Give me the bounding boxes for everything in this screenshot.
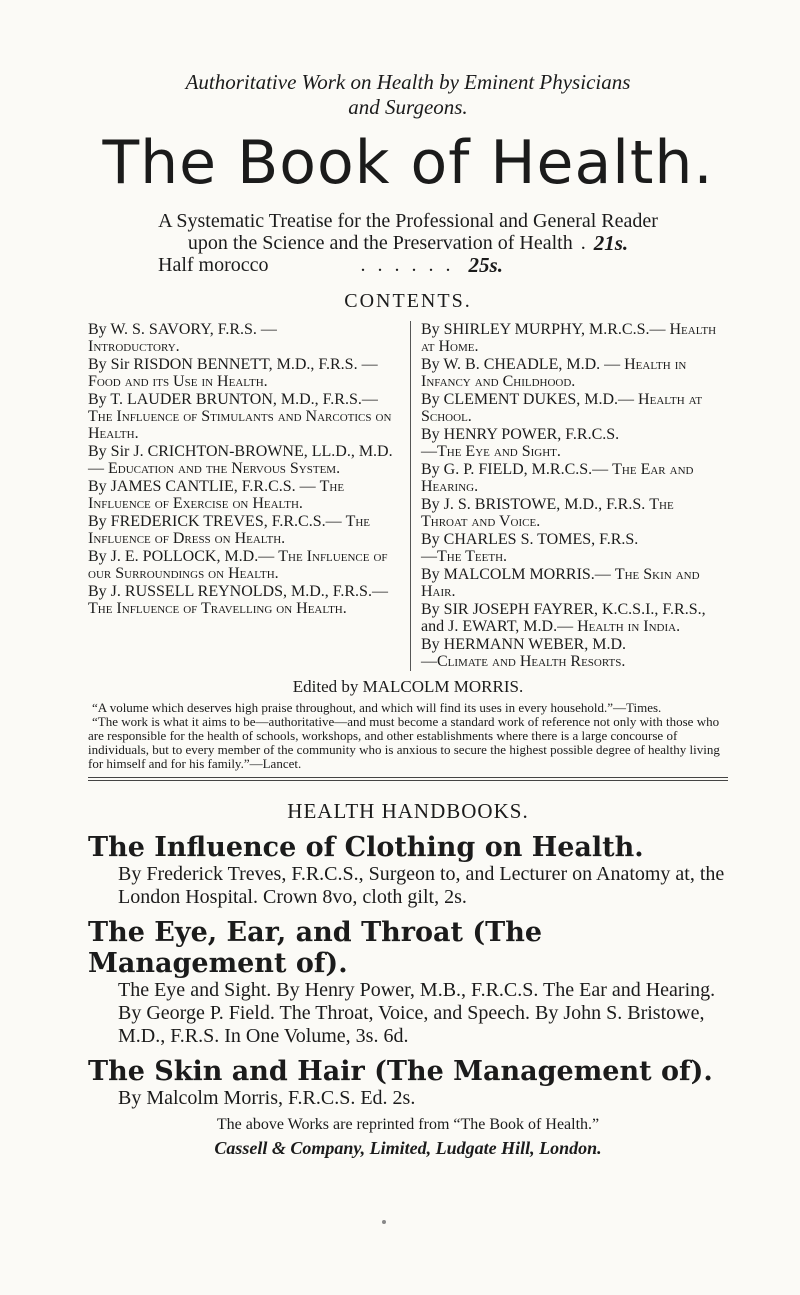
handbook-title: The Influence of Clothing on Health. (88, 832, 644, 863)
contents-entry: By W. B. CHEADLE, M.D. — Health in Infancy and Childhood. (421, 356, 687, 390)
contents-entry: By T. LAUDER BRUNTON, M.D., F.R.S.— The Influence of Stimulants and Narcotics on Health. (88, 391, 392, 442)
book-description (88, 210, 728, 276)
handbook-title: The Eye, Ear, and Throat (The Management of). (88, 917, 543, 979)
book-title: The Book of Health. (102, 128, 714, 198)
handbook-item (88, 832, 728, 909)
contents-entry: By HERMANN WEBER, M.D. —Climate and Health Resorts. (421, 636, 627, 670)
handbook-item (88, 1056, 728, 1110)
contents-entry: By CHARLES S. TOMES, F.R.S. —The Teeth. (421, 531, 639, 565)
description-line-2: upon the Science and the Preservation of Health (187, 232, 573, 254)
price-cloth: 21s. (593, 231, 629, 255)
contents-entry: By J. S. BRISTOWE, M.D., F.R.S. The Throat and Voice. (421, 496, 674, 530)
contents-entry: By J. RUSSELL REYNOLDS, M.D., F.R.S.— The Influence of Travelling on Health. (88, 583, 388, 617)
quote-times: “A volume which deserves high praise throughout, and which will find its uses in every household.”—Times. (92, 700, 662, 715)
divider-rule (88, 777, 728, 778)
handbook-item (88, 917, 728, 1048)
contents-entry: By G. P. FIELD, M.R.C.S.— The Ear and Hearing. (421, 461, 694, 495)
contents-heading: CONTENTS. (344, 290, 472, 312)
tagline-line-2: and Surgeons. (348, 95, 468, 119)
contents-entry: By SHIRLEY MURPHY, M.R.C.S.— Health at Home. (421, 321, 717, 355)
handbook-body: By Malcolm Morris, F.R.C.S. Ed. 2s. (118, 1087, 416, 1109)
leader-dots: ...... (360, 254, 463, 276)
divider-rule (88, 780, 728, 781)
handbook-body: The Eye and Sight. By Henry Power, M.B., F.R.C.S. The Ear and Hearing. By George P. Field. The Throat, Voice, and Speech. By John S. Bristowe, M.D., F.R.S. In One Volume, 3s. 6d. (118, 979, 716, 1047)
half-morocco-label: Half morocco (158, 254, 269, 276)
contents-entry: By SIR JOSEPH FAYRER, K.C.S.I., F.R.S., and J. EWART, M.D.— Health in India. (421, 601, 706, 635)
contents-entry: By CLEMENT DUKES, M.D.— Health at School. (421, 391, 703, 425)
contents-entry: By JAMES CANTLIE, F.R.C.S. — The Influence of Exercise on Health. (88, 478, 345, 512)
publisher-imprint: Cassell & Company, Limited, Ludgate Hill, London. (214, 1138, 602, 1158)
contents-columns (88, 321, 728, 671)
price-half-morocco: 25s. (468, 253, 503, 277)
tagline-line-1: Authoritative Work on Health by Eminent Physicians (185, 70, 631, 94)
contents-right-column (411, 321, 721, 671)
contents-entry: By MALCOLM MORRIS.— The Skin and Hair. (421, 566, 700, 600)
contents-left-column (88, 321, 411, 671)
handbook-title: The Skin and Hair (The Management of). (88, 1056, 713, 1087)
contents-entry: By W. S. SAVORY, F.R.S. — Introductory. (88, 321, 277, 355)
contents-entry: By FREDERICK TREVES, F.R.C.S.— The Influence of Dress on Health. (88, 513, 371, 547)
edited-by: Edited by MALCOLM MORRIS. (292, 677, 524, 696)
tagline (88, 70, 728, 120)
print-speck (382, 1220, 386, 1224)
contents-entry: By Sir RISDON BENNETT, M.D., F.R.S. — Food and its Use in Health. (88, 356, 378, 390)
quote-lancet: “The work is what it aims to be—authoritative—and must become a standard work of reference not only with those who are responsible for the health of schools, workshops, and other establishments where there is a large concourse of individuals, but to every member of the community who is anxious to secure the highest possible degree of healthy living for himself and for his family.”—Lancet. (88, 714, 720, 771)
description-line-1: A Systematic Treatise for the Professional and General Reader (158, 210, 658, 232)
handbook-body: By Frederick Treves, F.R.C.S., Surgeon to, and Lecturer on Anatomy at, the London Hospital. Crown 8vo, cloth gilt, 2s. (118, 863, 725, 908)
price-dot: . (580, 232, 586, 254)
contents-entry: By Sir J. CRICHTON-BROWNE, LL.D., M.D.— Education and the Nervous System. (88, 443, 393, 477)
handbooks-heading: HEALTH HANDBOOKS. (287, 799, 529, 823)
contents-entry: By HENRY POWER, F.R.C.S. —The Eye and Sight. (421, 426, 620, 460)
contents-entry: By J. E. POLLOCK, M.D.— The Influence of our Surroundings on Health. (88, 548, 388, 582)
press-quotes (88, 701, 728, 771)
reprint-note: The above Works are reprinted from “The Book of Health.” (216, 1116, 600, 1133)
advertisement-page (88, 70, 728, 1159)
